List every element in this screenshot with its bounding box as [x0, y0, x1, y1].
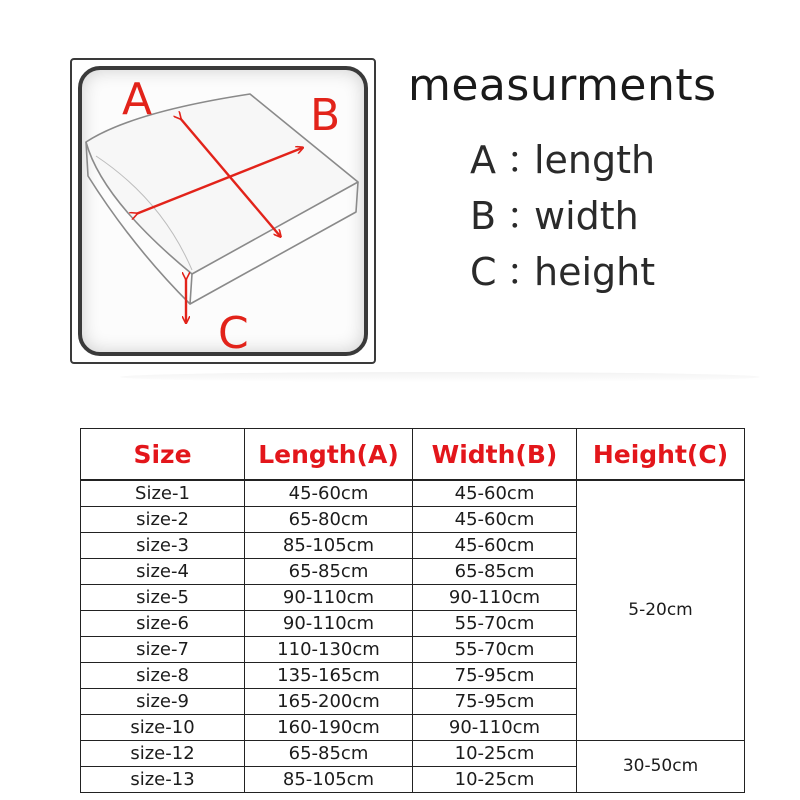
cell-height-group: 5-20cm	[577, 480, 745, 741]
label-b: B	[310, 90, 341, 141]
header-width: Width(B)	[413, 429, 577, 481]
legend-row-width	[470, 196, 639, 238]
cell-width: 55-70cm	[413, 637, 577, 663]
cell-size: size-13	[81, 767, 245, 793]
header-length: Length(A)	[245, 429, 413, 481]
table-row	[81, 741, 745, 767]
cell-size: size-2	[81, 507, 245, 533]
cell-width: 90-110cm	[413, 715, 577, 741]
cell-length: 165-200cm	[245, 689, 413, 715]
label-a: A	[122, 74, 153, 125]
cell-size: size-3	[81, 533, 245, 559]
legend-key: C	[470, 250, 497, 294]
legend-sep: ：	[506, 250, 545, 294]
cell-width: 45-60cm	[413, 480, 577, 507]
legend-row-height	[470, 252, 655, 294]
legend-text: length	[534, 138, 656, 182]
table-row	[81, 480, 745, 507]
cell-width: 90-110cm	[413, 585, 577, 611]
cell-size: size-10	[81, 715, 245, 741]
cell-size: size-5	[81, 585, 245, 611]
cell-size: size-7	[81, 637, 245, 663]
cell-size: size-4	[81, 559, 245, 585]
cell-width: 45-60cm	[413, 507, 577, 533]
panel-shadow	[120, 372, 760, 382]
cell-length: 90-110cm	[245, 585, 413, 611]
cell-size: size-12	[81, 741, 245, 767]
legend-key: B	[470, 194, 497, 238]
cell-length: 45-60cm	[245, 480, 413, 507]
legend-sep: ：	[506, 138, 545, 182]
cell-length: 65-80cm	[245, 507, 413, 533]
cell-width: 75-95cm	[413, 689, 577, 715]
cushion-diagram	[70, 58, 376, 364]
cell-length: 85-105cm	[245, 767, 413, 793]
cell-length: 160-190cm	[245, 715, 413, 741]
cell-size: size-6	[81, 611, 245, 637]
cell-size: Size-1	[81, 480, 245, 507]
legend-text: width	[534, 194, 639, 238]
cell-width: 45-60cm	[413, 533, 577, 559]
cell-width: 55-70cm	[413, 611, 577, 637]
cell-length: 135-165cm	[245, 663, 413, 689]
label-c: C	[218, 308, 249, 359]
cell-length: 90-110cm	[245, 611, 413, 637]
header-size: Size	[81, 429, 245, 481]
cell-size: size-8	[81, 663, 245, 689]
cell-height-group: 30-50cm	[577, 741, 745, 793]
cell-width: 65-85cm	[413, 559, 577, 585]
cell-length: 110-130cm	[245, 637, 413, 663]
legend-sep: ：	[506, 194, 545, 238]
header-height: Height(C)	[577, 429, 745, 481]
cell-length: 65-85cm	[245, 741, 413, 767]
cell-width: 10-25cm	[413, 741, 577, 767]
legend-key: A	[470, 138, 496, 182]
legend-row-length	[470, 140, 655, 182]
cell-length: 85-105cm	[245, 533, 413, 559]
cell-size: size-9	[81, 689, 245, 715]
table-header-row	[81, 429, 745, 481]
cell-length: 65-85cm	[245, 559, 413, 585]
cell-width: 10-25cm	[413, 767, 577, 793]
cell-width: 75-95cm	[413, 663, 577, 689]
legend-title: measurments	[408, 60, 717, 111]
legend-text: height	[534, 250, 656, 294]
size-table	[80, 428, 745, 793]
